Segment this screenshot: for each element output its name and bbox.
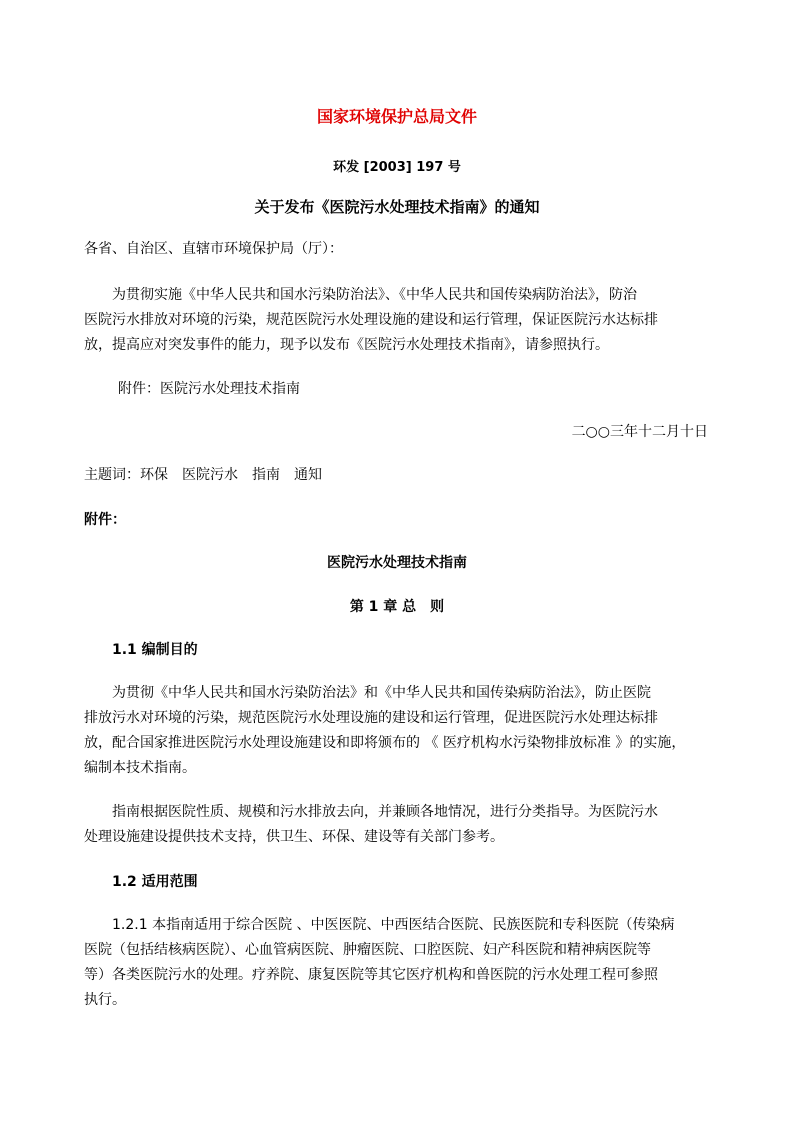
- notice-body-line: 医院污水排放对环境的污染，规范医院污水处理设施的建设和运行管理，保证医院污水达标排: [84, 312, 658, 328]
- document-title: 国家环境保护总局文件: [316, 107, 477, 126]
- paragraph-line: 医院（包括结核病医院）、心血管病医院、肿瘤医院、口腔医院、妇产科医院和精神病医院等: [84, 942, 651, 958]
- appendix-label: 附件：: [84, 512, 126, 528]
- paragraph-line: 放，配合国家推进医院污水处理设施建设和即将颁布的 《 医疗机构水污染物排放标准 》的实施，: [84, 735, 686, 751]
- keywords-line: 主题词：环保 医院污水 指南 通知: [84, 467, 322, 483]
- section-heading: 1.1 编制目的: [112, 642, 198, 658]
- paragraph-line: 执行。: [84, 992, 126, 1008]
- notice-body-line: 为贯彻实施《中华人民共和国水污染防治法》、《中华人民共和国传染病防治法》，防治: [112, 287, 637, 303]
- paragraph-line: 等）各类医院污水的处理。疗养院、康复医院等其它医疗机构和兽医院的污水处理工程可参照: [84, 967, 658, 983]
- salutation: 各省、自治区、直辖市环境保护局（厅）：: [84, 241, 343, 257]
- paragraph-line: 指南根据医院性质、规模和污水排放去向，并兼顾各地情况，进行分类指导。为医院污水: [112, 804, 658, 820]
- section-heading: 1.2 适用范围: [112, 874, 198, 890]
- appendix-title: 医院污水处理技术指南: [327, 555, 467, 571]
- chapter-heading: 第 1 章 总 则: [349, 599, 445, 615]
- paragraph-line: 排放污水对环境的污染，规范医院污水处理设施的建设和运行管理，促进医院污水处理达标排: [84, 710, 658, 726]
- paragraph-line: 编制本技术指南。: [84, 760, 196, 776]
- paragraph-line: 为贯彻《中华人民共和国水污染防治法》和《中华人民共和国传染病防治法》，防止医院: [112, 685, 651, 701]
- paragraph-line: 处理设施建设提供技术支持，供卫生、环保、建设等有关部门参考。: [84, 829, 504, 845]
- notice-subject: 关于发布《医院污水处理技术指南》的通知: [254, 198, 540, 216]
- paragraph-line: 1.2.1 本指南适用于综合医院 、中医医院、中西医结合医院、民族医院和专科医院（传染病: [112, 917, 675, 933]
- issue-date: 二○○三年十二月十日: [571, 424, 708, 440]
- notice-body-line: 放，提高应对突发事件的能力，现予以发布《医院污水处理技术指南》，请参照执行。: [84, 337, 609, 353]
- document-number: 环发 [2003] 197 号: [333, 160, 461, 175]
- attachment-line: 附件：医院污水处理技术指南: [118, 381, 300, 397]
